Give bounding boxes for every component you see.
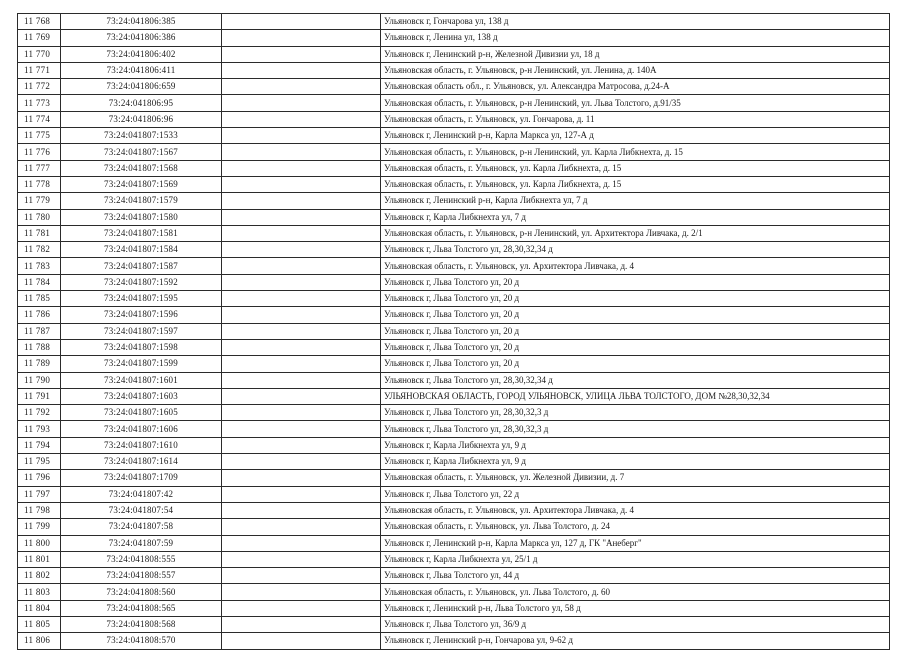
row-number-cell: 11 801 xyxy=(18,551,61,567)
empty-cell xyxy=(222,79,381,95)
address-cell: Ульяновск г, Льва Толстого ул, 20 д xyxy=(381,356,890,372)
cadastral-number-cell: 73:24:041807:1599 xyxy=(61,356,222,372)
cadastral-number-cell: 73:24:041808:570 xyxy=(61,633,222,649)
address-cell: Ульяновская область обл., г. Ульяновск, ул. Александра Матросова, д.24-А xyxy=(381,79,890,95)
table-row xyxy=(18,176,890,192)
address-cell: Ульяновск г, Льва Толстого ул, 28,30,32,3 д xyxy=(381,421,890,437)
address-cell: Ульяновск г, Карла Либкнехта ул, 9 д xyxy=(381,454,890,470)
address-cell: Ульяновская область, г. Ульяновск, р-н Ленинский, ул. Ленина, д. 140А xyxy=(381,62,890,78)
empty-cell xyxy=(222,568,381,584)
table-row xyxy=(18,486,890,502)
empty-cell xyxy=(222,307,381,323)
row-number-cell: 11 781 xyxy=(18,225,61,241)
cadastral-number-cell: 73:24:041807:1569 xyxy=(61,176,222,192)
address-cell: Ульяновская область, г. Ульяновск, ул. Льва Толстого, д. 60 xyxy=(381,584,890,600)
empty-cell xyxy=(222,616,381,632)
address-cell: Ульяновск г, Льва Толстого ул, 28,30,32,3 д xyxy=(381,405,890,421)
row-number-cell: 11 774 xyxy=(18,111,61,127)
address-cell: Ульяновск г, Ленинский р-н, Карла Либкнехта ул, 7 д xyxy=(381,193,890,209)
address-cell: Ульяновск г, Льва Толстого ул, 28,30,32,34 д xyxy=(381,372,890,388)
cadastral-number-cell: 73:24:041807:1601 xyxy=(61,372,222,388)
empty-cell xyxy=(222,356,381,372)
cadastral-number-cell: 73:24:041807:1584 xyxy=(61,242,222,258)
table-row xyxy=(18,95,890,111)
empty-cell xyxy=(222,95,381,111)
cadastral-number-cell: 73:24:041807:1567 xyxy=(61,144,222,160)
row-number-cell: 11 802 xyxy=(18,568,61,584)
row-number-cell: 11 799 xyxy=(18,519,61,535)
empty-cell xyxy=(222,437,381,453)
cadastral-number-cell: 73:24:041806:385 xyxy=(61,14,222,30)
address-cell: Ульяновская область, г. Ульяновск, ул. Железной Дивизии, д. 7 xyxy=(381,470,890,486)
empty-cell xyxy=(222,486,381,502)
table-row xyxy=(18,535,890,551)
table-row xyxy=(18,323,890,339)
empty-cell xyxy=(222,14,381,30)
cadastral-number-cell: 73:24:041807:1579 xyxy=(61,193,222,209)
cadastral-number-cell: 73:24:041807:1597 xyxy=(61,323,222,339)
cadastral-number-cell: 73:24:041806:659 xyxy=(61,79,222,95)
table-row xyxy=(18,128,890,144)
cadastral-number-cell: 73:24:041807:1580 xyxy=(61,209,222,225)
cadastral-number-cell: 73:24:041808:565 xyxy=(61,600,222,616)
row-number-cell: 11 795 xyxy=(18,454,61,470)
address-cell: Ульяновск г, Ленинский р-н, Карла Маркса ул, 127 д, ГК "Анеберг" xyxy=(381,535,890,551)
address-cell: Ульяновская область, г. Ульяновск, ул. Льва Толстого, д. 24 xyxy=(381,519,890,535)
table-row xyxy=(18,144,890,160)
empty-cell xyxy=(222,372,381,388)
table-row xyxy=(18,519,890,535)
address-cell: Ульяновск г, Ленинский р-н, Железной Дивизии ул, 18 д xyxy=(381,46,890,62)
table-row xyxy=(18,111,890,127)
cadastral-number-cell: 73:24:041806:402 xyxy=(61,46,222,62)
address-cell: Ульяновск г, Карла Либкнехта ул, 9 д xyxy=(381,437,890,453)
cadastral-number-cell: 73:24:041806:386 xyxy=(61,30,222,46)
row-number-cell: 11 789 xyxy=(18,356,61,372)
row-number-cell: 11 785 xyxy=(18,291,61,307)
empty-cell xyxy=(222,242,381,258)
cadastral-number-cell: 73:24:041808:557 xyxy=(61,568,222,584)
address-cell: Ульяновск г, Льва Толстого ул, 20 д xyxy=(381,307,890,323)
cadastral-number-cell: 73:24:041806:96 xyxy=(61,111,222,127)
registry-table-body xyxy=(18,14,890,650)
cadastral-number-cell: 73:24:041807:59 xyxy=(61,535,222,551)
row-number-cell: 11 804 xyxy=(18,600,61,616)
table-row xyxy=(18,307,890,323)
row-number-cell: 11 782 xyxy=(18,242,61,258)
table-row xyxy=(18,405,890,421)
table-row xyxy=(18,633,890,649)
table-row xyxy=(18,568,890,584)
table-row xyxy=(18,160,890,176)
cadastral-number-cell: 73:24:041807:1533 xyxy=(61,128,222,144)
cadastral-number-cell: 73:24:041807:1598 xyxy=(61,339,222,355)
table-row xyxy=(18,551,890,567)
table-row xyxy=(18,79,890,95)
row-number-cell: 11 803 xyxy=(18,584,61,600)
cadastral-number-cell: 73:24:041807:42 xyxy=(61,486,222,502)
address-cell: Ульяновск г, Гончарова ул, 138 д xyxy=(381,14,890,30)
cadastral-number-cell: 73:24:041807:1592 xyxy=(61,274,222,290)
cadastral-number-cell: 73:24:041807:1605 xyxy=(61,405,222,421)
cadastral-number-cell: 73:24:041807:1614 xyxy=(61,454,222,470)
cadastral-number-cell: 73:24:041807:1606 xyxy=(61,421,222,437)
table-row xyxy=(18,30,890,46)
row-number-cell: 11 796 xyxy=(18,470,61,486)
table-row xyxy=(18,437,890,453)
empty-cell xyxy=(222,274,381,290)
empty-cell xyxy=(222,405,381,421)
table-row xyxy=(18,421,890,437)
address-cell: Ульяновск г, Ленинский р-н, Карла Маркса ул, 127-А д xyxy=(381,128,890,144)
empty-cell xyxy=(222,339,381,355)
row-number-cell: 11 798 xyxy=(18,502,61,518)
address-cell: УЛЬЯНОВСКАЯ ОБЛАСТЬ, ГОРОД УЛЬЯНОВСК, УЛИЦА ЛЬВА ТОЛСТОГО, ДОМ №28,30,32,34 xyxy=(381,388,890,404)
cadastral-number-cell: 73:24:041808:560 xyxy=(61,584,222,600)
empty-cell xyxy=(222,323,381,339)
address-cell: Ульяновск г, Льва Толстого ул, 20 д xyxy=(381,291,890,307)
cadastral-number-cell: 73:24:041808:568 xyxy=(61,616,222,632)
row-number-cell: 11 805 xyxy=(18,616,61,632)
table-row xyxy=(18,339,890,355)
empty-cell xyxy=(222,144,381,160)
empty-cell xyxy=(222,225,381,241)
empty-cell xyxy=(222,584,381,600)
empty-cell xyxy=(222,454,381,470)
row-number-cell: 11 793 xyxy=(18,421,61,437)
table-row xyxy=(18,258,890,274)
empty-cell xyxy=(222,535,381,551)
row-number-cell: 11 787 xyxy=(18,323,61,339)
row-number-cell: 11 792 xyxy=(18,405,61,421)
table-row xyxy=(18,502,890,518)
row-number-cell: 11 772 xyxy=(18,79,61,95)
empty-cell xyxy=(222,128,381,144)
address-cell: Ульяновск г, Ленинский р-н, Гончарова ул, 9-62 д xyxy=(381,633,890,649)
table-row xyxy=(18,388,890,404)
row-number-cell: 11 779 xyxy=(18,193,61,209)
address-cell: Ульяновская область, г. Ульяновск, р-н Ленинский, ул. Льва Толстого, д.91/35 xyxy=(381,95,890,111)
table-row xyxy=(18,274,890,290)
cadastral-number-cell: 73:24:041807:1595 xyxy=(61,291,222,307)
address-cell: Ульяновск г, Льва Толстого ул, 20 д xyxy=(381,339,890,355)
row-number-cell: 11 771 xyxy=(18,62,61,78)
cadastral-number-cell: 73:24:041807:1568 xyxy=(61,160,222,176)
address-cell: Ульяновск г, Льва Толстого ул, 20 д xyxy=(381,323,890,339)
address-cell: Ульяновская область, г. Ульяновск, ул. Архитектора Ливчака, д. 4 xyxy=(381,502,890,518)
address-cell: Ульяновская область, г. Ульяновск, ул. Карла Либкнехта, д. 15 xyxy=(381,176,890,192)
address-cell: Ульяновская область, г. Ульяновск, р-н Ленинский, ул. Карла Либкнехта, д. 15 xyxy=(381,144,890,160)
row-number-cell: 11 778 xyxy=(18,176,61,192)
row-number-cell: 11 788 xyxy=(18,339,61,355)
cadastral-number-cell: 73:24:041806:411 xyxy=(61,62,222,78)
row-number-cell: 11 780 xyxy=(18,209,61,225)
table-row xyxy=(18,584,890,600)
table-row xyxy=(18,470,890,486)
table-row xyxy=(18,291,890,307)
row-number-cell: 11 784 xyxy=(18,274,61,290)
cadastral-number-cell: 73:24:041807:1581 xyxy=(61,225,222,241)
address-cell: Ульяновск г, Льва Толстого ул, 20 д xyxy=(381,274,890,290)
empty-cell xyxy=(222,291,381,307)
row-number-cell: 11 790 xyxy=(18,372,61,388)
row-number-cell: 11 775 xyxy=(18,128,61,144)
empty-cell xyxy=(222,176,381,192)
cadastral-number-cell: 73:24:041807:1596 xyxy=(61,307,222,323)
address-cell: Ульяновск г, Льва Толстого ул, 28,30,32,34 д xyxy=(381,242,890,258)
empty-cell xyxy=(222,421,381,437)
empty-cell xyxy=(222,470,381,486)
row-number-cell: 11 791 xyxy=(18,388,61,404)
empty-cell xyxy=(222,600,381,616)
table-row xyxy=(18,62,890,78)
address-cell: Ульяновская область, г. Ульяновск, ул. Архитектора Ливчака, д. 4 xyxy=(381,258,890,274)
row-number-cell: 11 769 xyxy=(18,30,61,46)
table-row xyxy=(18,242,890,258)
address-cell: Ульяновск г, Льва Толстого ул, 44 д xyxy=(381,568,890,584)
row-number-cell: 11 806 xyxy=(18,633,61,649)
table-row xyxy=(18,454,890,470)
empty-cell xyxy=(222,111,381,127)
row-number-cell: 11 768 xyxy=(18,14,61,30)
row-number-cell: 11 786 xyxy=(18,307,61,323)
document-page xyxy=(17,13,889,650)
cadastral-number-cell: 73:24:041807:54 xyxy=(61,502,222,518)
empty-cell xyxy=(222,258,381,274)
row-number-cell: 11 783 xyxy=(18,258,61,274)
table-row xyxy=(18,616,890,632)
empty-cell xyxy=(222,46,381,62)
address-cell: Ульяновск г, Ленинский р-н, Льва Толстого ул, 58 д xyxy=(381,600,890,616)
table-row xyxy=(18,600,890,616)
address-cell: Ульяновск г, Карла Либкнехта ул, 25/1 д xyxy=(381,551,890,567)
empty-cell xyxy=(222,551,381,567)
address-cell: Ульяновская область, г. Ульяновск, р-н Ленинский, ул. Архитектора Ливчака, д. 2/1 xyxy=(381,225,890,241)
empty-cell xyxy=(222,193,381,209)
empty-cell xyxy=(222,388,381,404)
cadastral-number-cell: 73:24:041807:1603 xyxy=(61,388,222,404)
address-cell: Ульяновская область, г. Ульяновск, ул. Карла Либкнехта, д. 15 xyxy=(381,160,890,176)
table-row xyxy=(18,356,890,372)
address-cell: Ульяновск г, Льва Толстого ул, 36/9 д xyxy=(381,616,890,632)
empty-cell xyxy=(222,633,381,649)
row-number-cell: 11 777 xyxy=(18,160,61,176)
table-row xyxy=(18,225,890,241)
table-row xyxy=(18,372,890,388)
empty-cell xyxy=(222,62,381,78)
empty-cell xyxy=(222,209,381,225)
table-row xyxy=(18,46,890,62)
empty-cell xyxy=(222,30,381,46)
empty-cell xyxy=(222,519,381,535)
row-number-cell: 11 797 xyxy=(18,486,61,502)
row-number-cell: 11 770 xyxy=(18,46,61,62)
address-cell: Ульяновск г, Льва Толстого ул, 22 д xyxy=(381,486,890,502)
cadastral-number-cell: 73:24:041808:555 xyxy=(61,551,222,567)
cadastral-number-cell: 73:24:041807:1610 xyxy=(61,437,222,453)
table-row xyxy=(18,193,890,209)
table-row xyxy=(18,209,890,225)
row-number-cell: 11 800 xyxy=(18,535,61,551)
address-cell: Ульяновская область, г. Ульяновск, ул. Гончарова, д. 11 xyxy=(381,111,890,127)
table-row xyxy=(18,14,890,30)
empty-cell xyxy=(222,502,381,518)
empty-cell xyxy=(222,160,381,176)
address-cell: Ульяновск г, Ленина ул, 138 д xyxy=(381,30,890,46)
row-number-cell: 11 794 xyxy=(18,437,61,453)
address-cell: Ульяновск г, Карла Либкнехта ул, 7 д xyxy=(381,209,890,225)
cadastral-number-cell: 73:24:041807:1709 xyxy=(61,470,222,486)
cadastral-number-cell: 73:24:041807:1587 xyxy=(61,258,222,274)
row-number-cell: 11 776 xyxy=(18,144,61,160)
cadastral-number-cell: 73:24:041806:95 xyxy=(61,95,222,111)
cadastral-number-cell: 73:24:041807:58 xyxy=(61,519,222,535)
row-number-cell: 11 773 xyxy=(18,95,61,111)
registry-table xyxy=(17,13,890,650)
